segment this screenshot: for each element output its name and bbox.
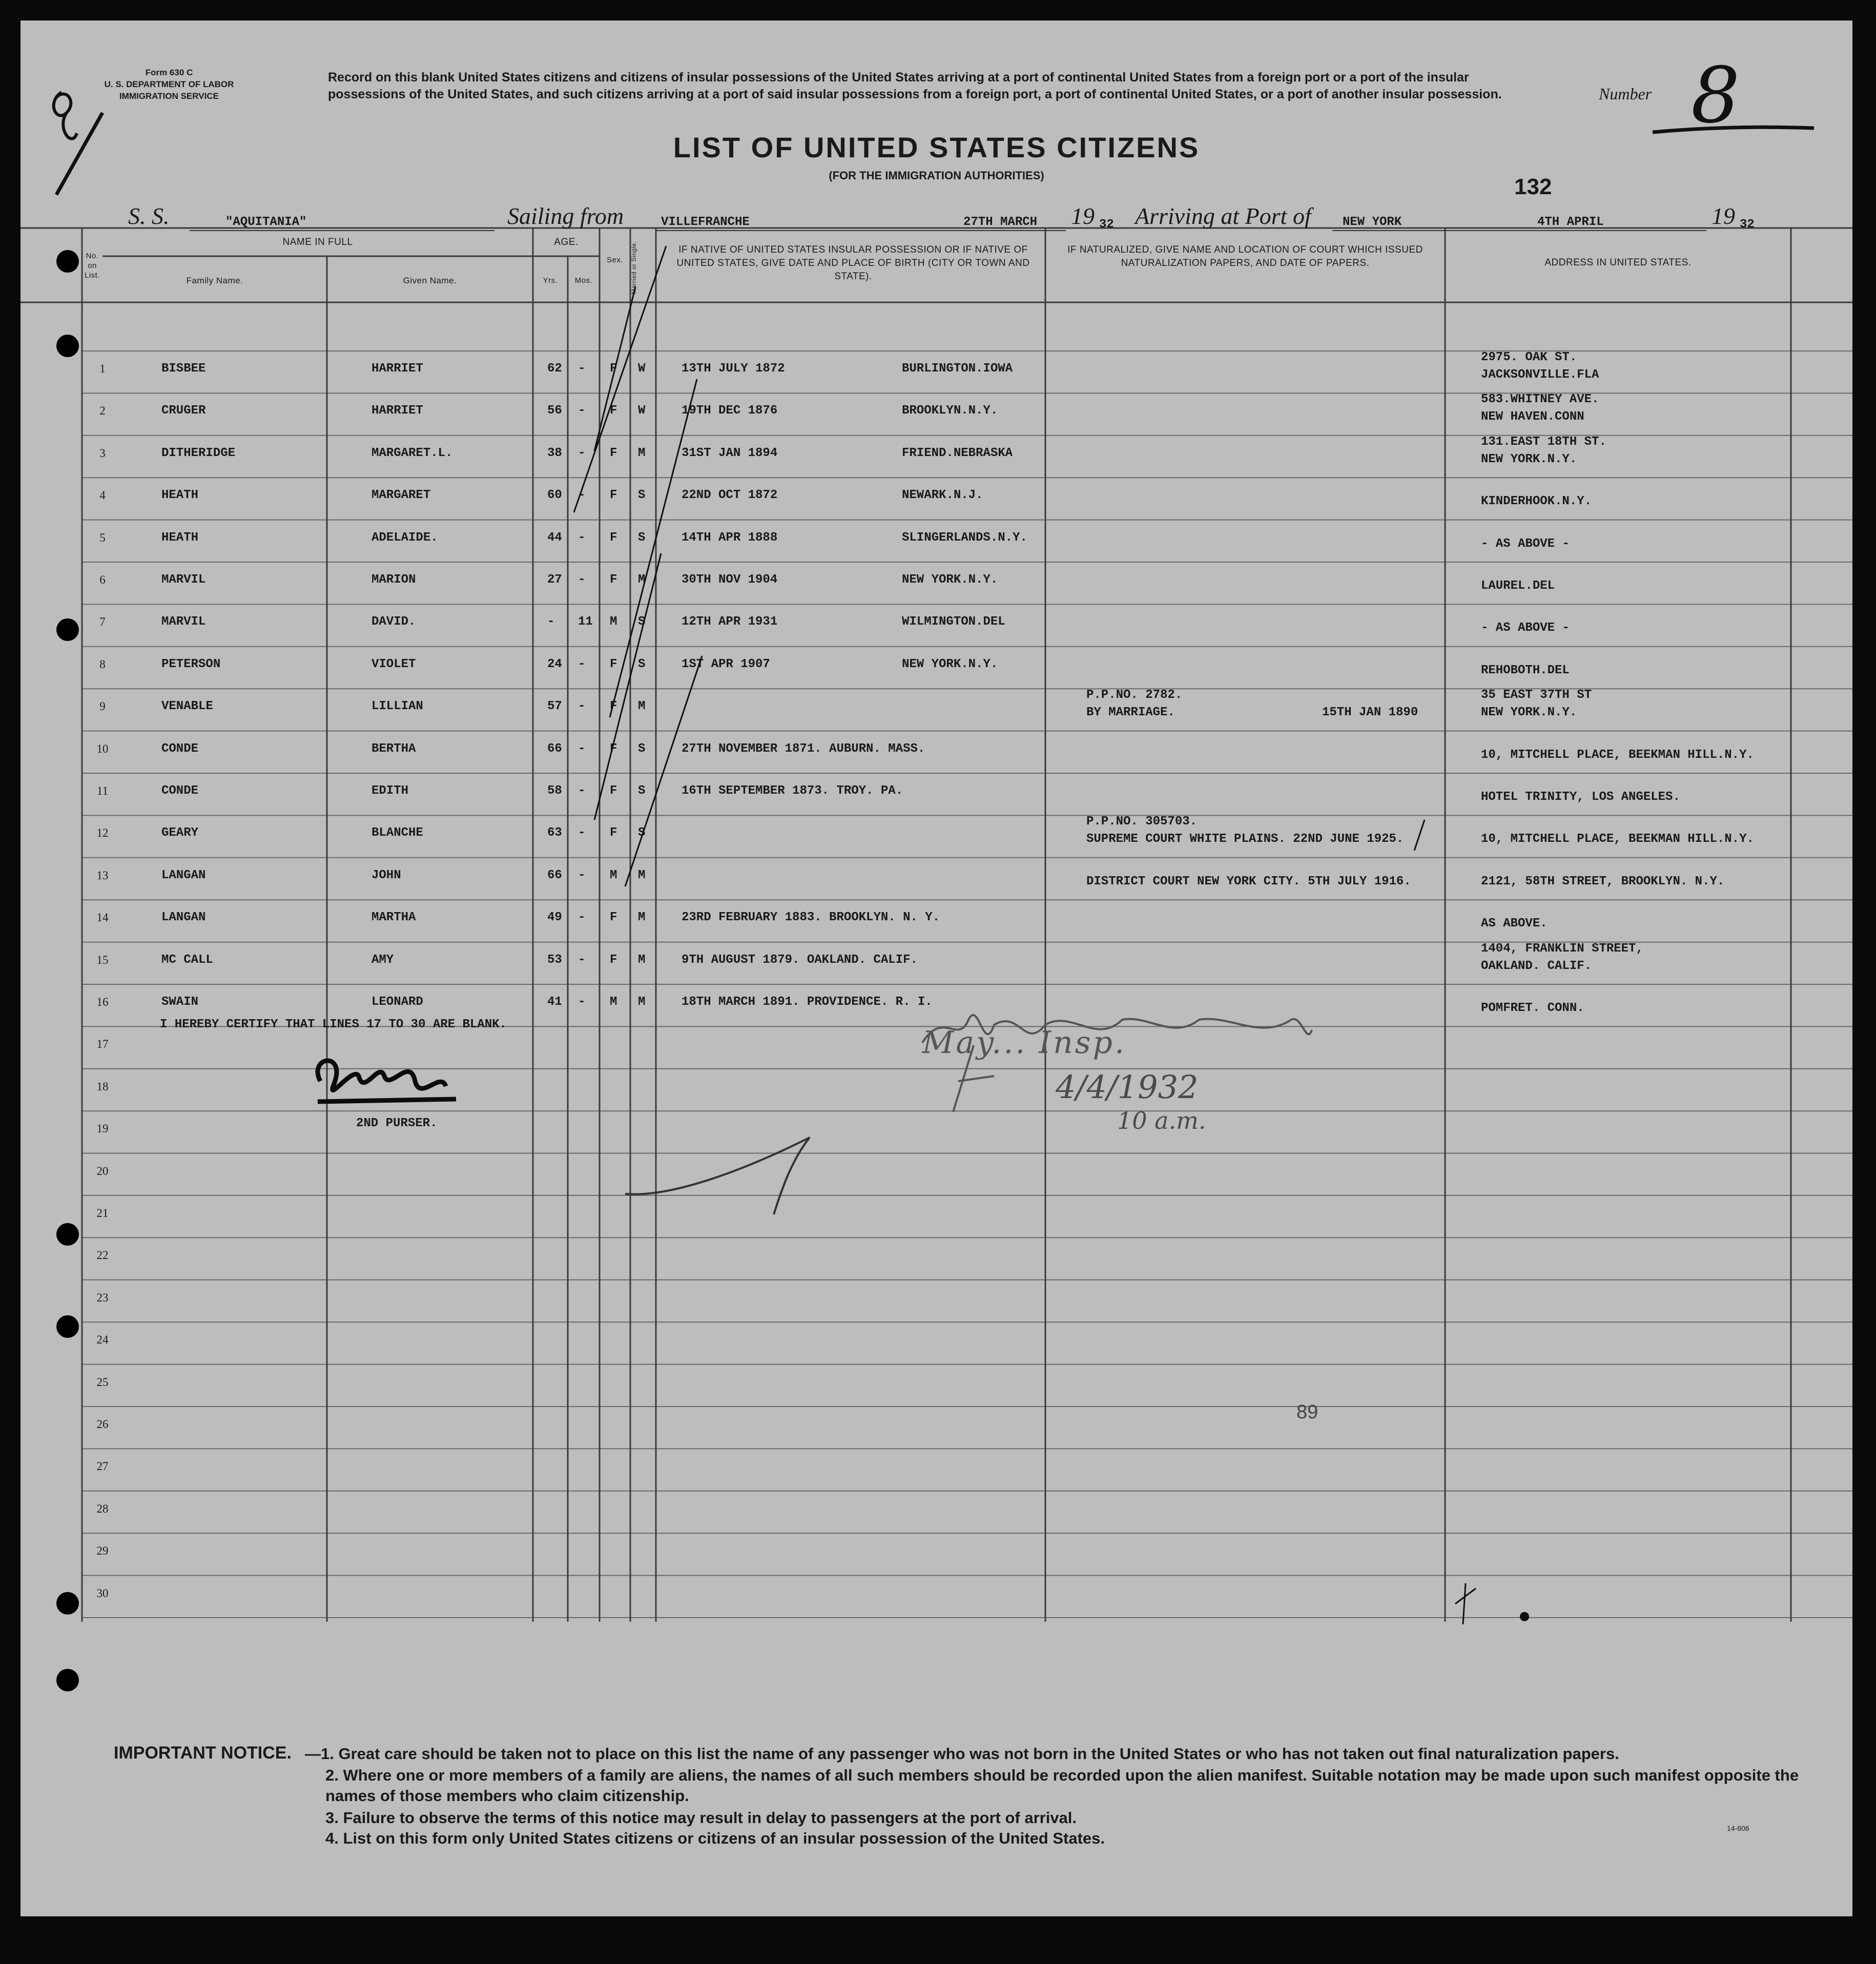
notice-item-1: —1. Great care should be taken not to place on this list the name of any passenger who was not born in the United States or who has not taken out final naturalization papers. bbox=[305, 1745, 1619, 1763]
given-name: DAVID. bbox=[372, 615, 416, 629]
family-name: VENABLE bbox=[161, 699, 213, 714]
ship-name: "AQUITANIA" bbox=[225, 215, 307, 229]
binder-hole-icon bbox=[56, 335, 79, 357]
given-name: MARGARET bbox=[372, 488, 431, 503]
birth-date: 1ST APR 1907 bbox=[682, 657, 770, 671]
family-name: LANGAN bbox=[161, 868, 206, 882]
sex: F bbox=[610, 741, 617, 756]
age-years: 66 bbox=[547, 741, 562, 756]
given-name: MARGARET.L. bbox=[372, 446, 453, 460]
binder-hole-icon bbox=[56, 618, 79, 641]
line-number: 20 bbox=[96, 1164, 109, 1177]
address-1: 2975. OAK ST. bbox=[1481, 350, 1577, 364]
sailing-year: 32 bbox=[1099, 218, 1114, 232]
col-header-family: Family Name. bbox=[186, 276, 243, 285]
given-name: VIOLET bbox=[372, 657, 416, 671]
naturalization-nat1: P.P.NO. 2782. bbox=[1086, 688, 1183, 702]
naturalization-nat-date: 15TH JAN 1890 bbox=[1322, 706, 1418, 720]
family-name: CRUGER bbox=[161, 404, 206, 418]
sex: F bbox=[610, 911, 617, 925]
address-2: HOTEL TRINITY, LOS ANGELES. bbox=[1481, 790, 1680, 804]
marital-status: S bbox=[638, 615, 646, 629]
line-number: 18 bbox=[96, 1080, 109, 1093]
age-years: 27 bbox=[547, 573, 562, 587]
line-number: 1 bbox=[99, 362, 106, 375]
line-number: 3 bbox=[99, 446, 106, 460]
line-number: 13 bbox=[96, 869, 109, 882]
department: U. S. DEPARTMENT OF LABOR bbox=[104, 79, 234, 89]
given-name: BLANCHE bbox=[372, 826, 423, 840]
marital-status: W bbox=[638, 404, 646, 418]
stamp-number: 132 bbox=[1514, 174, 1552, 199]
number-label: Number bbox=[1599, 85, 1652, 103]
notice-item-2: 2. Where one or more members of a family are aliens, the names of all such members should be recorded upon the alien manifest. Suitable notation may be made upon such manifest opposite the names of those members who claim citizenship. bbox=[325, 1766, 1799, 1805]
line-number: 9 bbox=[99, 700, 106, 713]
given-name: HARRIET bbox=[372, 362, 423, 376]
binder-hole-icon bbox=[56, 1669, 79, 1691]
age-months: - bbox=[578, 784, 586, 798]
inspector-date: 4/4/1932 bbox=[1056, 1068, 1199, 1106]
binder-hole-icon bbox=[56, 1592, 79, 1615]
line-number: 8 bbox=[99, 657, 106, 671]
address-1: 131.EAST 18TH ST. bbox=[1481, 435, 1606, 449]
line-number: 14 bbox=[96, 911, 109, 924]
age-months: - bbox=[578, 362, 586, 376]
family-name: LANGAN bbox=[161, 911, 206, 925]
birth-place: NEW YORK.N.Y. bbox=[902, 573, 998, 587]
address-2: - AS ABOVE - bbox=[1481, 536, 1570, 551]
sex: F bbox=[610, 784, 617, 798]
age-years: 63 bbox=[547, 826, 562, 840]
birth-date: 9TH AUGUST 1879. OAKLAND. CALIF. bbox=[682, 953, 918, 967]
col-header-naturalized: IF NATURALIZED, GIVE NAME AND LOCATION OF COURT WHICH ISSUED NATURALIZATION PAPERS, AND DATE OF PAPERS. bbox=[1067, 244, 1423, 268]
col-header-name: NAME IN FULL bbox=[282, 237, 353, 247]
col-header-married-single: Married or Single. bbox=[630, 241, 637, 295]
age-years: 66 bbox=[547, 868, 562, 882]
col-header-birth: IF NATIVE OF UNITED STATES INSULAR POSSESSION OR IF NATIVE OF UNITED STATES, GIVE DATE AND PLACE OF BIRTH (CITY OR TOWN AND STATE). bbox=[676, 244, 1030, 282]
address-2: OAKLAND. CALIF. bbox=[1481, 959, 1592, 973]
ss-label: S. S. bbox=[128, 203, 170, 229]
family-name: MC CALL bbox=[161, 953, 213, 967]
age-months: - bbox=[578, 699, 586, 714]
address-1: 1404, FRANKLIN STREET, bbox=[1481, 941, 1643, 956]
birth-place: BROOKLYN.N.Y. bbox=[902, 404, 998, 418]
birth-date: 22ND OCT 1872 bbox=[682, 488, 778, 503]
age-years: 41 bbox=[547, 995, 562, 1009]
age-months: 11 bbox=[578, 615, 593, 629]
family-name: HEATH bbox=[161, 530, 199, 545]
marital-status: S bbox=[638, 826, 646, 840]
family-name: GEARY bbox=[161, 826, 199, 840]
binder-hole-icon bbox=[56, 1315, 79, 1338]
birth-date: 12TH APR 1931 bbox=[682, 615, 778, 629]
given-name: HARRIET bbox=[372, 404, 423, 418]
sex: M bbox=[610, 615, 617, 629]
address-2: 2121, 58TH STREET, BROOKLYN. N.Y. bbox=[1481, 874, 1725, 888]
line-number: 22 bbox=[96, 1249, 109, 1262]
sex: F bbox=[610, 446, 617, 460]
birth-date: 14TH APR 1888 bbox=[682, 530, 778, 545]
age-months: - bbox=[578, 657, 586, 671]
line-number: 4 bbox=[99, 489, 106, 502]
line-number: 6 bbox=[99, 573, 106, 586]
address-2: POMFRET. CONN. bbox=[1481, 1001, 1584, 1015]
line-number: 10 bbox=[96, 742, 109, 755]
birth-date: 13TH JULY 1872 bbox=[682, 362, 785, 376]
marital-status: S bbox=[638, 784, 646, 798]
marital-status: M bbox=[638, 953, 646, 967]
birth-date: 30TH NOV 1904 bbox=[682, 573, 778, 587]
family-name: PETERSON bbox=[161, 657, 221, 671]
address-2: - AS ABOVE - bbox=[1481, 621, 1570, 635]
marital-status: M bbox=[638, 446, 646, 460]
given-name: LILLIAN bbox=[372, 699, 423, 714]
line-number: 7 bbox=[99, 615, 106, 629]
line-number: 24 bbox=[96, 1333, 109, 1347]
header-notice: Record on this blank United States citizens and citizens of insular possessions of the United States arriving at a port of continental United States from a foreign port or a port of the insular possessions of the United States, and such citizens arriving at a port of said insular possessions from a foreign port, a port of continental United States, or a port of another insular possession. bbox=[328, 70, 1502, 101]
age-months: - bbox=[578, 530, 586, 545]
line-number: 21 bbox=[96, 1207, 109, 1219]
birth-date: 27TH NOVEMBER 1871. AUBURN. MASS. bbox=[682, 741, 925, 756]
col-header-age: AGE. bbox=[554, 237, 579, 247]
age-years: 38 bbox=[547, 446, 562, 460]
birth-place: NEW YORK.N.Y. bbox=[902, 657, 998, 671]
address-2: AS ABOVE. bbox=[1481, 917, 1548, 931]
sex: M bbox=[610, 868, 617, 882]
sailing-port: VILLEFRANCHE bbox=[661, 215, 750, 229]
tick-marks bbox=[20, 20, 1852, 1916]
certification-text: I HEREBY CERTIFY THAT LINES 17 TO 30 ARE BLANK. bbox=[160, 1018, 507, 1031]
line-number: 5 bbox=[99, 531, 106, 544]
line-number: 27 bbox=[96, 1460, 109, 1473]
marital-status: M bbox=[638, 573, 646, 587]
col-header-no: No. on List. bbox=[84, 252, 100, 280]
form-number: Form 630 C bbox=[145, 68, 193, 77]
birth-date: 16TH SEPTEMBER 1873. TROY. PA. bbox=[682, 784, 903, 798]
sex: F bbox=[610, 699, 617, 714]
given-name: MARION bbox=[372, 573, 416, 587]
family-name: CONDE bbox=[161, 741, 199, 756]
age-months: - bbox=[578, 826, 586, 840]
birth-date: 31ST JAN 1894 bbox=[682, 446, 778, 460]
arrival-date: 4TH APRIL bbox=[1537, 215, 1604, 229]
age-months: - bbox=[578, 573, 586, 587]
inspector-time: 10 a.m. bbox=[1117, 1107, 1206, 1134]
sex: F bbox=[610, 573, 617, 587]
marital-status: M bbox=[638, 995, 646, 1009]
age-months: - bbox=[578, 868, 586, 882]
naturalization-nat1: P.P.NO. 305703. bbox=[1086, 815, 1198, 829]
sailing-date: 27TH MARCH bbox=[963, 215, 1038, 229]
line-number: 26 bbox=[96, 1418, 109, 1431]
page-title: LIST OF UNITED STATES CITIZENS bbox=[673, 131, 1200, 163]
family-name: MARVIL bbox=[161, 573, 206, 587]
marital-status: M bbox=[638, 699, 646, 714]
line-number: 11 bbox=[96, 784, 109, 797]
age-years: 60 bbox=[547, 488, 562, 503]
age-months: - bbox=[578, 911, 586, 925]
birth-date: 23RD FEBRUARY 1883. BROOKLYN. N. Y. bbox=[682, 911, 940, 925]
age-years: 56 bbox=[547, 404, 562, 418]
marital-status: S bbox=[638, 657, 646, 671]
family-name: HEATH bbox=[161, 488, 199, 503]
given-name: JOHN bbox=[372, 868, 401, 882]
age-years: - bbox=[547, 615, 555, 629]
sex: F bbox=[610, 488, 617, 503]
family-name: BISBEE bbox=[161, 362, 206, 376]
age-months: - bbox=[578, 488, 586, 503]
sex: F bbox=[610, 657, 617, 671]
page-subtitle: (FOR THE IMMIGRATION AUTHORITIES) bbox=[829, 169, 1044, 182]
col-header-mos: Mos. bbox=[574, 276, 593, 285]
marital-status: M bbox=[638, 911, 646, 925]
birth-place: BURLINGTON.IOWA bbox=[902, 362, 1013, 376]
line-number: 28 bbox=[96, 1502, 109, 1515]
sailing-year-prefix: 19 bbox=[1071, 203, 1095, 229]
arrival-year-prefix: 19 bbox=[1712, 203, 1735, 229]
family-name: SWAIN bbox=[161, 995, 199, 1009]
marital-status: S bbox=[638, 741, 646, 756]
arriving-label: Arriving at Port of bbox=[1135, 203, 1311, 229]
line-number: 23 bbox=[96, 1291, 109, 1304]
age-months: - bbox=[578, 446, 586, 460]
col-header-sex: Sex. bbox=[606, 256, 623, 264]
birth-place: FRIEND.NEBRASKA bbox=[902, 446, 1013, 460]
birth-place: SLINGERLANDS.N.Y. bbox=[902, 530, 1027, 545]
arrival-port: NEW YORK bbox=[1343, 215, 1402, 229]
age-years: 24 bbox=[547, 657, 562, 671]
age-years: 57 bbox=[547, 699, 562, 714]
birth-date: 19TH DEC 1876 bbox=[682, 404, 778, 418]
line-number: 30 bbox=[96, 1586, 109, 1600]
marital-status: W bbox=[638, 362, 646, 376]
naturalization-nat2: BY MARRIAGE. bbox=[1086, 706, 1175, 720]
address-2: NEW YORK.N.Y. bbox=[1481, 706, 1577, 720]
line-number: 25 bbox=[96, 1375, 109, 1389]
address-2: KINDERHOOK.N.Y. bbox=[1481, 494, 1592, 509]
address-2: 10, MITCHELL PLACE, BEEKMAN HILL.N.Y. bbox=[1481, 748, 1754, 762]
age-years: 53 bbox=[547, 953, 562, 967]
stray-number: 89 bbox=[1296, 1401, 1318, 1423]
sex: F bbox=[610, 362, 617, 376]
line-number: 2 bbox=[99, 404, 106, 418]
age-years: 58 bbox=[547, 784, 562, 798]
family-name: MARVIL bbox=[161, 615, 206, 629]
address-1: 583.WHITNEY AVE. bbox=[1481, 392, 1599, 407]
age-months: - bbox=[578, 953, 586, 967]
line-number: 19 bbox=[96, 1122, 109, 1135]
naturalization-nat2: SUPREME COURT WHITE PLAINS. 22ND JUNE 1925. bbox=[1086, 832, 1404, 846]
address-2: 10, MITCHELL PLACE, BEEKMAN HILL.N.Y. bbox=[1481, 832, 1754, 846]
birth-date: 18TH MARCH 1891. PROVIDENCE. R. I. bbox=[682, 995, 933, 1009]
age-years: 62 bbox=[547, 362, 562, 376]
given-name: MARTHA bbox=[372, 911, 416, 925]
address-2: JACKSONVILLE.FLA bbox=[1481, 368, 1599, 382]
given-name: BERTHA bbox=[372, 741, 416, 756]
given-name: LEONARD bbox=[372, 995, 423, 1009]
col-header-yrs: Yrs. bbox=[543, 276, 558, 285]
address-2: NEW HAVEN.CONN bbox=[1481, 410, 1584, 424]
birth-place: NEWARK.N.J. bbox=[902, 488, 983, 503]
binder-hole-icon bbox=[56, 1223, 79, 1246]
line-number: 12 bbox=[96, 826, 109, 840]
family-name: DITHERIDGE bbox=[161, 446, 236, 460]
address-2: NEW YORK.N.Y. bbox=[1481, 452, 1577, 466]
notice-item-4: 4. List on this form only United States citizens or citizens of an insular possession of the United States. bbox=[325, 1829, 1105, 1847]
address-2: LAUREL.DEL bbox=[1481, 579, 1555, 593]
binder-hole-icon bbox=[56, 250, 79, 273]
given-name: AMY bbox=[372, 953, 394, 967]
sex: F bbox=[610, 404, 617, 418]
form-code: 14-606 bbox=[1727, 1824, 1749, 1832]
marital-status: M bbox=[638, 868, 646, 882]
age-months: - bbox=[578, 404, 586, 418]
col-header-address: ADDRESS IN UNITED STATES. bbox=[1544, 257, 1692, 268]
manifest-sheet bbox=[20, 20, 1852, 1916]
family-name: CONDE bbox=[161, 784, 199, 798]
col-header-given: Given Name. bbox=[403, 276, 457, 285]
purser-title: 2ND PURSER. bbox=[356, 1117, 438, 1130]
arrival-year: 32 bbox=[1740, 218, 1755, 232]
sex: F bbox=[610, 530, 617, 545]
address-1: 35 EAST 37TH ST bbox=[1481, 688, 1592, 702]
sex: F bbox=[610, 953, 617, 967]
line-number: 15 bbox=[96, 953, 109, 966]
number-value: 8 bbox=[1691, 51, 1740, 140]
given-name: ADELAIDE. bbox=[372, 530, 438, 545]
marital-status: S bbox=[638, 530, 646, 545]
line-number: 29 bbox=[96, 1544, 109, 1558]
age-years: 49 bbox=[547, 911, 562, 925]
line-number: 16 bbox=[96, 996, 109, 1008]
service: IMMIGRATION SERVICE bbox=[119, 91, 219, 101]
sex: F bbox=[610, 826, 617, 840]
sailing-label: Sailing from bbox=[507, 203, 624, 229]
age-months: - bbox=[578, 995, 586, 1009]
inspector-name: May... Insp. bbox=[922, 1025, 1127, 1061]
marital-status: S bbox=[638, 488, 646, 503]
age-years: 44 bbox=[547, 530, 562, 545]
age-months: - bbox=[578, 741, 586, 756]
notice-item-3: 3. Failure to observe the terms of this notice may result in delay to passengers at the port of arrival. bbox=[325, 1809, 1077, 1827]
given-name: EDITH bbox=[372, 784, 409, 798]
birth-place: WILMINGTON.DEL bbox=[902, 615, 1005, 629]
address-2: REHOBOTH.DEL bbox=[1481, 663, 1570, 677]
line-number: 17 bbox=[96, 1038, 109, 1051]
naturalization-nat2: DISTRICT COURT NEW YORK CITY. 5TH JULY 1916. bbox=[1086, 874, 1411, 888]
notice-label: IMPORTANT NOTICE. bbox=[114, 1743, 292, 1763]
sex: M bbox=[610, 995, 617, 1009]
